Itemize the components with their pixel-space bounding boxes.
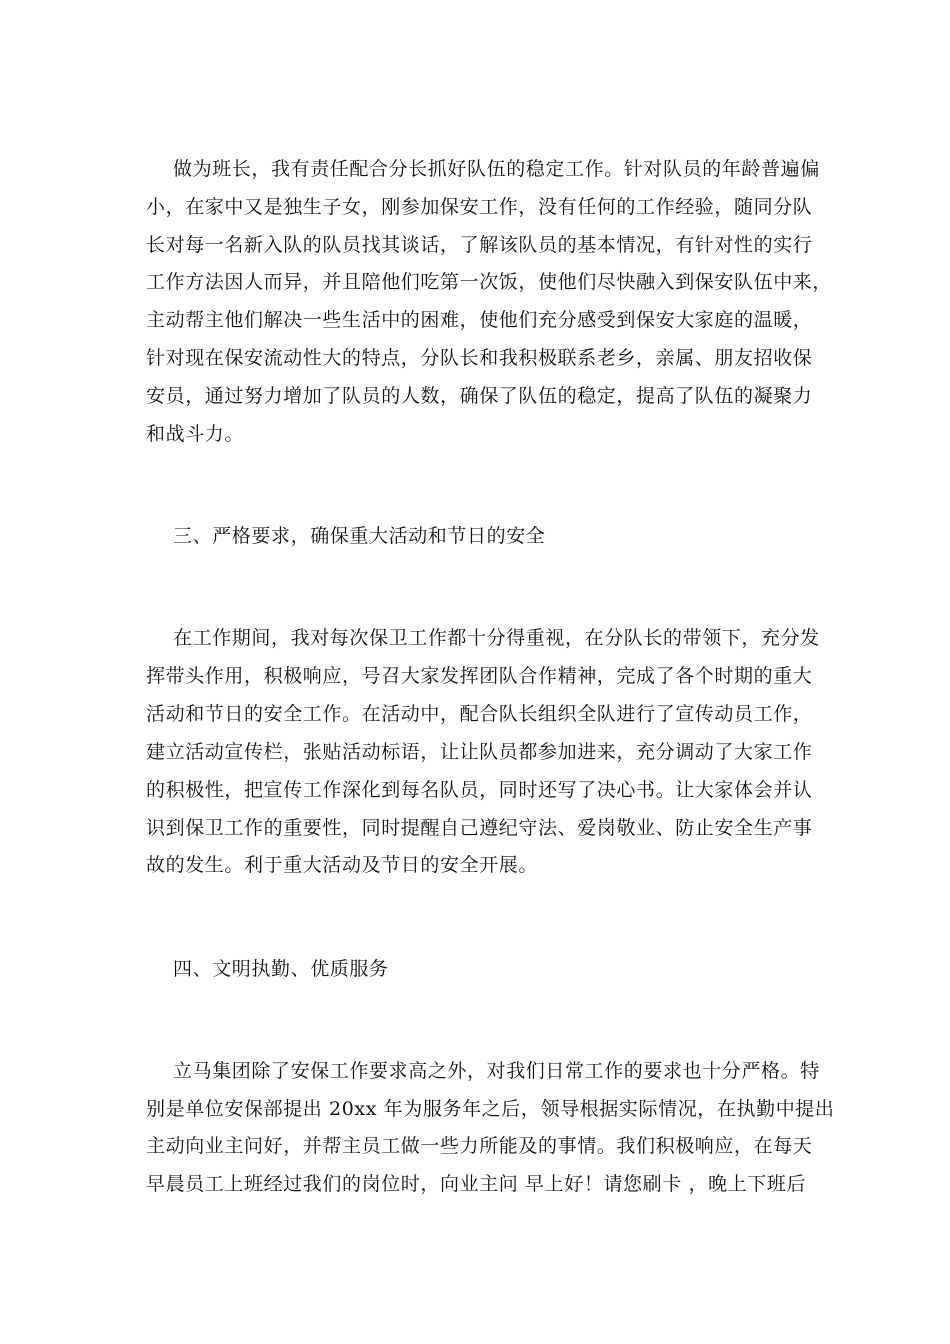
- paragraph-1-line-8: 和战斗力。: [146, 423, 245, 445]
- paragraph-1-line-6: 针对现在保安流动性大的特点，分队长和我积极联系老乡，亲属、朋友招收保: [146, 347, 813, 369]
- paragraph-1-line-7: 安员，通过努力增加了队员的人数，确保了队伍的稳定，提高了队伍的凝聚力: [146, 385, 813, 407]
- paragraph-2-line-7: 故的发生。利于重大活动及节日的安全开展。: [146, 854, 539, 876]
- paragraph-1-line-5: 主动帮主他们解决一些生活中的困难，使他们充分感受到保安大家庭的温暖，: [146, 309, 813, 331]
- paragraph-2-line-2: 挥带头作用，积极响应，号召大家发挥团队合作精神，完成了各个时期的重大: [146, 665, 813, 687]
- paragraph-2-line-5: 的积极性，把宣传工作深化到每名队员，同时还写了决心书。让大家体会并认: [146, 779, 813, 801]
- paragraph-1-line-1: 做为班长，我有责任配合分长抓好队伍的稳定工作。针对队员的年龄普遍偏: [173, 158, 820, 180]
- paragraph-3-line-1: 立马集团除了安保工作要求高之外，对我们日常工作的要求也十分严格。特: [173, 1060, 820, 1082]
- paragraph-3-line-2: 别是单位安保部提出 20xx 年为服务年之后，领导根据实际情况，在执勤中提出: [146, 1098, 835, 1120]
- paragraph-1-line-2: 小，在家中又是独生子女，刚参加保安工作，没有任何的工作经验，随同分队: [146, 196, 813, 218]
- paragraph-3-line-4: 早晨员工上班经过我们的岗位时，向业主问 早上好！请您刷卡 ，晚上下班后: [146, 1173, 807, 1195]
- section-heading-3: 三、严格要求，确保重大活动和节日的安全: [173, 525, 546, 547]
- paragraph-3-line-3: 主动向业主问好，并帮主员工做一些力所能及的事情。我们积极响应，在每天: [146, 1135, 813, 1157]
- paragraph-2-line-6: 识到保卫工作的重要性，同时提醒自己遵纪守法、爱岗敬业、防止安全生产事: [146, 817, 813, 839]
- paragraph-2-line-1: 在工作期间，我对每次保卫工作都十分得重视，在分队长的带领下，充分发: [173, 627, 820, 649]
- paragraph-1-line-4: 工作方法因人而异，并且陪他们吃第一次饭，使他们尽快融入到保安队伍中来，: [146, 271, 833, 293]
- section-heading-4: 四、文明执勤、优质服务: [173, 958, 389, 980]
- paragraph-2-line-3: 活动和节日的安全工作。在活动中，配合队长组织全队进行了宣传动员工作，: [146, 703, 813, 725]
- paragraph-2-line-4: 建立活动宣传栏，张贴活动标语，让让队员都参加进来，充分调动了大家工作: [146, 741, 813, 763]
- paragraph-1-line-3: 长对每一名新入队的队员找其谈话，了解该队员的基本情况，有针对性的实行: [146, 234, 813, 256]
